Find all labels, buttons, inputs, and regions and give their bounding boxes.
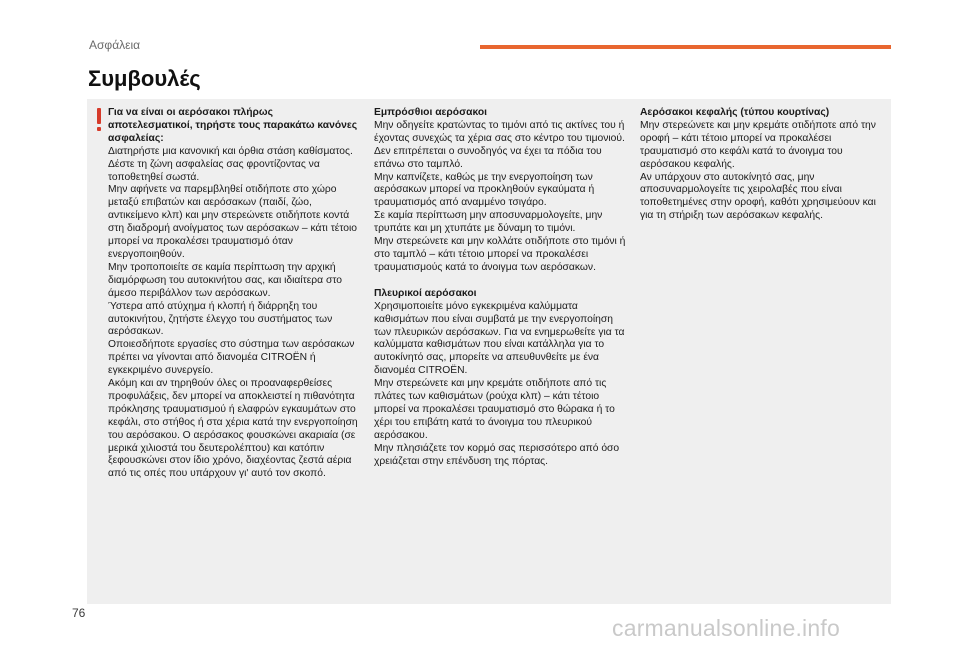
watermark: carmanualsonline.info [612, 615, 840, 641]
general-rule-paragraph: Ύστερα από ατύχημα ή κλοπή ή διάρρηξη του αυτοκινήτου, ζητήστε έλεγχο του συστήματος των αερόσακων. [108, 300, 333, 338]
front-airbags-paragraph: Μην οδηγείτε κρατώντας το τιμόνι από τις ακτίνες του ή έχοντας συνεχώς τα χέρια σας στο κέντρο του τιμονιού. [374, 119, 625, 144]
side-airbags-paragraph: Μην πλησιάζετε τον κορμό σας περισσότερο από όσο χρειάζεται στην επένδυση της πόρτας. [374, 442, 620, 467]
side-airbags-heading: Πλευρικοί αερόσακοι [374, 287, 477, 299]
column-curtain-airbags [640, 107, 884, 223]
page-title: Συμβουλές [88, 66, 201, 91]
general-rule-paragraph: Διατηρήστε μια κανονική και όρθια στάση καθίσματος. [108, 145, 353, 157]
front-airbags-block [374, 107, 629, 275]
front-airbags-paragraph: Δεν επιτρέπεται ο συνοδηγός να έχει τα πόδια του επάνω στο ταμπλό. [374, 145, 602, 170]
section-label: Ασφάλεια [89, 38, 141, 52]
content-panel [87, 99, 891, 604]
front-airbags-heading: Εμπρόσθιοι αερόσακοι [374, 107, 487, 118]
curtain-airbags-paragraph: Αν υπάρχουν στο αυτοκίνητό σας, μην αποσυναρμολογείτε τις χειρολαβές που είναι τοποθετημένες στην οροφή, καθότι χρησιμεύουν και για τη στήριξη των αερόσακων κεφαλής. [640, 171, 876, 222]
general-rule-paragraph: Ακόμη και αν τηρηθούν όλες οι προαναφερθείσες προφυλάξεις, δεν μπορεί να αποκλειστεί η πιθανότητα πρόκλησης τραυματισμού ή ελαφρών εγκαυμάτων στο κεφάλι, στο στήθος ή στα χέρια κατά την ενεργοποίηση του αερόσακου. Ο αερόσακος φουσκώνει ακαριαία (σε μερικά χιλιοστά του δευτερολέπτου) και κατόπιν ξεφουσκώνει στον ίδιο χρόνο, διαχέοντας ζεστά αέρια από τις οπές που υπάρχουν γι' αυτό τον σκοπό. [108, 378, 358, 480]
side-airbags-block [374, 288, 629, 469]
general-rule-paragraph: Μην τροποποιείτε σε καμία περίπτωση την αρχική διαμόρφωση του αυτοκινήτου σας, και ιδιαίτερα στο άμεσο περιβάλλον των αερόσακων. [108, 261, 342, 299]
general-rule-paragraph: Οποιεσδήποτε εργασίες στο σύστημα των αερόσακων πρέπει να γίνονται από διανομέα CITROËN ή εγκεκριμένο συνεργείο. [108, 339, 355, 377]
front-airbags-paragraph: Σε καμία περίπτωση μην αποσυναρμολογείτε, μην τρυπάτε και μη χτυπάτε με δύναμη το τιμόνι. [374, 210, 603, 235]
curtain-airbags-paragraph: Μην στερεώνετε και μην κρεμάτε οτιδήποτε από την οροφή – κάτι τέτοιο μπορεί να προκαλέσει τραυματισμό στο κεφάλι κατά το άνοιγμα του αερόσακου κεφαλής. [640, 119, 876, 170]
warning-exclamation-icon [94, 108, 103, 134]
side-airbags-paragraph: Μην στερεώνετε και μην κρεμάτε οτιδήποτε από τις πλάτες των καθισμάτων (ρούχα κλπ) – κάτι τέτοιο μπορεί να προκαλέσει τραυματισμό στο θώρακα ή το χέρι του επιβάτη κατά το άνοιγμα του πλευρικού αερόσακου. [374, 378, 615, 441]
front-airbags-paragraph: Μην καπνίζετε, καθώς με την ενεργοποίηση των αερόσακων μπορεί να προκληθούν εγκαύματα ή τραυματισμός από αναμμένο τσιγάρο. [374, 171, 595, 209]
section-accent-bar [480, 45, 891, 49]
general-rules-heading: Για να είναι οι αερόσακοι πλήρως αποτελεσματικοί, τηρήστε τους παρακάτω κανόνες ασφαλείας: [108, 107, 358, 144]
column-general-rules [108, 107, 360, 481]
front-airbags-paragraph: Μην στερεώνετε και μην κολλάτε οτιδήποτε στο τιμόνι ή στο ταμπλό – κάτι τέτοιο μπορεί να προκαλέσει τραυματισμούς κατά το άνοιγμα των αερόσακων. [374, 236, 626, 273]
page-number: 76 [72, 606, 86, 620]
general-rule-paragraph: Μην αφήνετε να παρεμβληθεί οτιδήποτε στο χώρο μεταξύ επιβατών και αερόσακων (παιδί, ζώο, αντικείμενο κλπ) και μην στερεώνετε οτιδήποτε κοντά στη διαδρομή ανοίγματος των αερόσακων – κάτι τέτοιο μπορεί να προκαλέσει τραυματισμό όταν ενεργοποιηθούν. [108, 184, 358, 260]
side-airbags-paragraph: Χρησιμοποιείτε μόνο εγκεκριμένα καλύμματα καθισμάτων που είναι συμβατά με την ενεργοποίηση των πλευρικών αερόσακων. Για να ενημερωθείτε για τα καλύμματα καθισμάτων που είναι κατάλληλα για το αυτοκίνητό σας, μπορείτε να απευθυνθείτε με ένα διανομέα CITROËN. [374, 300, 625, 377]
curtain-airbags-heading: Αερόσακοι κεφαλής (τύπου κουρτίνας) [640, 107, 830, 118]
general-rule-paragraph: Δέστε τη ζώνη ασφαλείας σας φροντίζοντας να τοποθετηθεί σωστά. [108, 158, 320, 183]
column-front-side-airbags [374, 107, 629, 481]
